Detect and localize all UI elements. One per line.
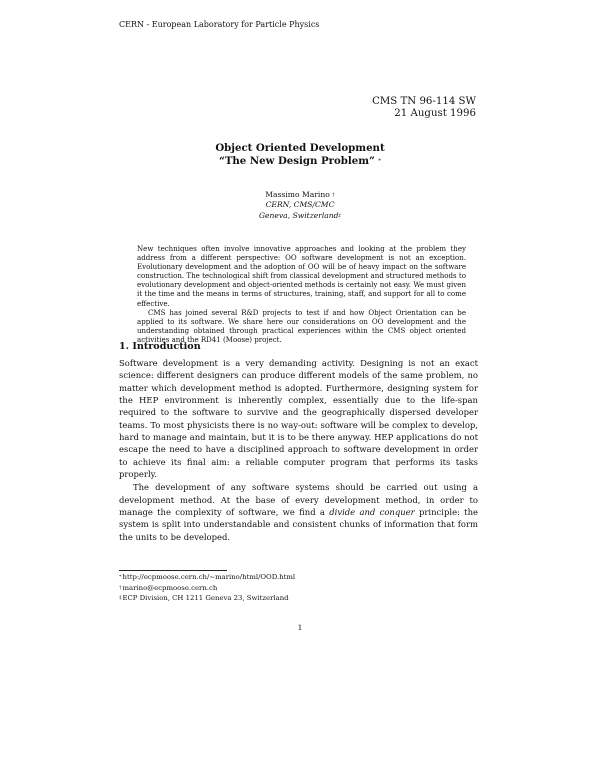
page-number: 1 bbox=[297, 623, 303, 632]
title-line-2-text: “The New Design Problem” bbox=[218, 154, 375, 167]
author-name-line bbox=[0, 190, 600, 200]
report-date: 21 August 1996 bbox=[394, 108, 476, 119]
body-text bbox=[119, 357, 478, 543]
footnote-3-mark: ‡ bbox=[119, 595, 122, 601]
abstract bbox=[137, 244, 466, 344]
abstract-paragraph-1: New techniques often involve innovative approaches and looking at the problem they address from a different perspective: OO software development is not an exception. Evolutionary development and the adoption of OO will be of heavy impact on the software construction. The technological shift from classical development and structured methods to evolutionary development and object-oriented methods is certainly not easy. We must given it the time and the means in terms of structures, training, staff, and support for all to come effective. bbox=[137, 244, 466, 308]
body-emphasis: divide and conquer bbox=[329, 507, 415, 518]
footnote-rule bbox=[119, 570, 227, 571]
author-location: Geneva, Switzerland bbox=[258, 210, 339, 220]
footnote-2 bbox=[119, 583, 295, 594]
author-block bbox=[0, 190, 600, 221]
footnote-1-text: http://ecpmoose.cern.ch/~marino/html/OOD.html bbox=[122, 573, 296, 581]
body-paragraph-2-start: The development of any software systems should be carried out using a development method. At the base of every development method, in order to manage the complexity of software, we find a bbox=[119, 482, 478, 518]
footnotes bbox=[119, 572, 295, 604]
author-footnote-mark: † bbox=[332, 192, 335, 198]
section-heading: 1. Introduction bbox=[119, 341, 201, 352]
title-footnote-mark: * bbox=[378, 157, 382, 164]
location-footnote-mark: ‡ bbox=[338, 212, 342, 219]
footnote-3 bbox=[119, 593, 295, 604]
body-paragraph-2 bbox=[119, 481, 478, 543]
author-affiliation: CERN, CMS/CMC bbox=[265, 200, 335, 210]
title-line-1: Object Oriented Development bbox=[215, 142, 385, 154]
abstract-paragraph-2: CMS has joined several R&D projects to test if and how Object Orientation can be applied to its software. We share here our considerations on OO development and the understanding obtained through practical experiences within the CMS object oriented activities and the RD41 (Moose) project. bbox=[137, 307, 466, 344]
footnote-2-mark: † bbox=[119, 584, 122, 591]
report-number: CMS TN 96-114 SW bbox=[372, 96, 476, 107]
footnote-3-text: ECP Division, CH 1211 Geneva 23, Switzerland bbox=[122, 594, 289, 602]
body-paragraph-2-end: principle: the system is split into understandable and consistent chunks of information that form the units to be developed. bbox=[119, 507, 478, 542]
footnote-1 bbox=[119, 572, 295, 583]
footnote-1-mark: * bbox=[119, 574, 122, 580]
author-name: Massimo Marino bbox=[265, 190, 330, 199]
footnote-2-text: marino@ecpmoose.cern.ch bbox=[122, 583, 218, 592]
paper-title bbox=[0, 142, 600, 167]
header-organization: CERN - European Laboratory for Particle Physics bbox=[119, 20, 320, 29]
body-paragraph-1: Software development is a very demanding activity. Designing is not an exact science: different designers can produce different models of the same problem, no matter which development method is adopted. Furthermore, designing system for the HEP environment is inherently complex, essentially due to the life-span required to the software to survive and the geographically dispersed developer teams. To most physicists there is no way-out: software will be complex to develop, hard to manage and maintain, but it is to be there anyway. HEP applications do not escape the need to have a disciplined approach to software development in order to achieve its final aim: a reliable computer program that performs its tasks properly. bbox=[119, 358, 478, 480]
title-line-2 bbox=[0, 155, 600, 168]
author-location-line bbox=[0, 211, 600, 221]
report-info bbox=[372, 96, 476, 120]
